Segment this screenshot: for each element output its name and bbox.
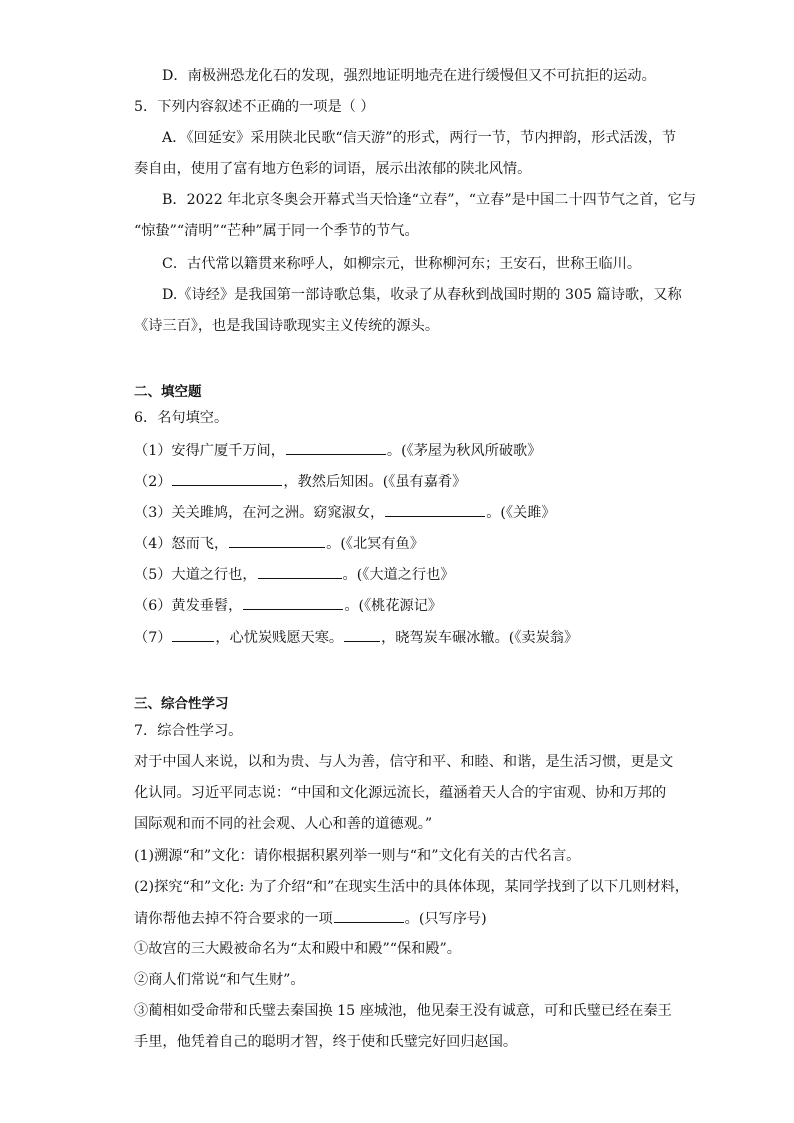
- fill-item-2-suffix: ，教然后知困。(《虽有嘉肴》: [283, 474, 467, 490]
- fill-item-2: [134, 471, 466, 492]
- sub-question-1: (1)溯源“和”文化：请你根据积累列举一则与“和”文化有关的古代名言。: [134, 848, 581, 864]
- answer-blank[interactable]: [385, 502, 485, 517]
- q5-option-b-line2: “惊蛰”“清明”“芒种”属于同一个季节的节气。: [134, 223, 419, 239]
- q5-option-d-line2: 《诗三百》，也是我国诗歌现实主义传统的源头。: [134, 318, 440, 334]
- fill-item-7-middle: ，心忧炭贱愿天寒。: [215, 630, 344, 646]
- q5-option-a-line1: A．《回延安》采用陕北民歌“信天游”的形式，两行一节，节内押韵，形式活泼，节: [162, 130, 677, 146]
- fill-item-7-suffix: ，晓驾炭车碾冰辙。(《卖炭翁》: [381, 630, 579, 646]
- sub-question-2-suffix: 。(只写序号): [404, 911, 487, 927]
- q4-option-d: D．南极洲恐龙化石的发现，强烈地证明地壳在进行缓慢但又不可抗拒的运动。: [162, 68, 656, 84]
- q5-option-b-line1: B．2022 年北京冬奥会开幕式当天恰逢“立春”，“立春”是中国二十四节气之首，它与: [162, 192, 697, 208]
- fill-item-2-prefix: （2）: [134, 474, 172, 490]
- sub-question-2-line2: [134, 908, 487, 929]
- q5-stem: 5．下列内容叙述不正确的一项是（ ）: [134, 99, 375, 115]
- sub-question-2-line1: (2)探究“和”文化: 为了介绍“和”在现实生活中的具体体现，某同学找到了以下几则材料，: [134, 879, 689, 895]
- q6-stem: 6．名句填空。: [134, 410, 229, 426]
- fill-item-3-suffix: 。(《关雎》: [486, 505, 556, 521]
- q5-option-a-line2: 奏自由，使用了富有地方色彩的词语，展示出浓郁的陕北风情。: [134, 161, 532, 177]
- material-3-line2: 手里，他凭着自己的聪明才智，终于使和氏璧完好回归赵国。: [134, 1034, 518, 1050]
- fill-item-4: [134, 533, 424, 554]
- answer-blank[interactable]: [243, 595, 343, 610]
- answer-blank[interactable]: [344, 627, 380, 642]
- answer-blank[interactable]: [258, 564, 342, 579]
- sub-question-2-prefix: 请你帮他去掉不符合要求的一项: [134, 911, 333, 927]
- fill-item-1-suffix: 。(《茅屋为秋风所破歌》: [386, 443, 542, 459]
- fill-item-5-suffix: 。(《大道之行也》: [342, 567, 455, 583]
- fill-item-6-suffix: 。(《桃花源记》: [344, 598, 443, 614]
- answer-blank[interactable]: [172, 627, 214, 642]
- answer-blank[interactable]: [229, 533, 325, 548]
- fill-item-5-prefix: （5）大道之行也，: [134, 567, 257, 583]
- fill-item-4-prefix: （4）怒而飞，: [134, 536, 229, 552]
- answer-blank[interactable]: [334, 908, 404, 923]
- q5-option-d-line1: D.《诗经》是我国第一部诗歌总集，收录了从春秋到战国时期的 305 篇诗歌，又称: [162, 287, 682, 303]
- fill-item-1: [134, 440, 541, 461]
- material-2: ②商人们常说“和气生财”。: [134, 972, 305, 988]
- section2-heading: 二、填空题: [134, 384, 202, 400]
- q7-stem: 7．综合性学习。: [134, 723, 243, 739]
- material-1: ①故宫的三大殿被命名为“太和殿中和殿”“保和殿”。: [134, 941, 461, 957]
- fill-item-3-prefix: （3）关关雎鸠，在河之洲。窈窕淑女，: [134, 505, 385, 521]
- answer-blank[interactable]: [286, 440, 386, 455]
- fill-item-6: [134, 595, 442, 616]
- fill-item-7: [134, 627, 578, 648]
- fill-item-7-prefix: （7）: [134, 630, 172, 646]
- fill-item-5: [134, 564, 454, 585]
- material-3-line1: ③蔺相如受命带和氏璧去秦国换 15 座城池，他见秦王没有诚意，可和氏璧已经在秦王: [134, 1003, 672, 1019]
- paragraph-line-2: 化认同。习近平同志说：“中国和文化源远流长，蕴涵着天人合的宇宙观、协和万邦的: [134, 785, 667, 801]
- paragraph-line-3: 国际观和而不同的社会观、人心和善的道德观。”: [134, 816, 433, 832]
- section3-heading: 三、综合性学习: [134, 696, 229, 712]
- fill-item-1-prefix: （1）安得广厦千万间，: [134, 443, 285, 459]
- answer-blank[interactable]: [172, 471, 282, 486]
- fill-item-4-suffix: 。(《北冥有鱼》: [326, 536, 424, 552]
- fill-item-6-prefix: （6）黄发垂髫，: [134, 598, 243, 614]
- q5-option-c: C．古代常以籍贯来称呼人，如柳宗元，世称柳河东；王安石，世称王临川。: [162, 256, 642, 272]
- fill-item-3: [134, 502, 556, 523]
- paragraph-line-1: 对于中国人来说，以和为贵、与人为善，信守和平、和睦、和谐，是生活习惯，更是文: [134, 754, 674, 770]
